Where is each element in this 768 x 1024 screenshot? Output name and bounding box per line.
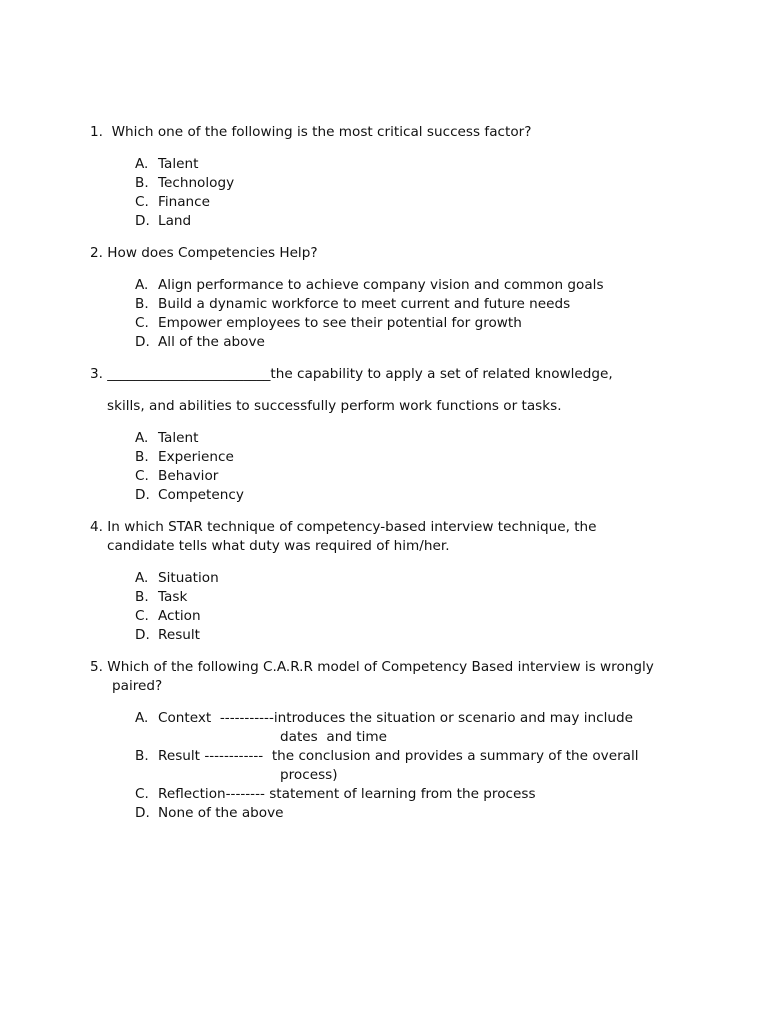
question-2-option-a: A. Align performance to achieve company vision and common goals — [135, 277, 604, 293]
question-1-option-c: C. Finance — [135, 194, 211, 210]
question-3-text: 3. ________________________the capability to apply a set of related knowledge, — [90, 366, 613, 382]
question-3-text-continued: skills, and abilities to successfully perform work functions or tasks. — [107, 398, 562, 414]
question-2-option-d: D. All of the above — [135, 334, 265, 350]
question-5-option-d: D. None of the above — [135, 805, 284, 821]
question-2-option-b: B. Build a dynamic workforce to meet current and future needs — [135, 296, 571, 312]
question-4-text-continued: candidate tells what duty was required of him/her. — [107, 538, 450, 554]
question-4-option-a: A. Situation — [135, 570, 219, 586]
question-1-text: 1. Which one of the following is the most critical success factor? — [90, 124, 532, 140]
question-5-option-a: A. Context -----------introduces the situation or scenario and may include — [135, 710, 633, 726]
question-4-option-c: C. Action — [135, 608, 201, 624]
question-2-option-c: C. Empower employees to see their potential for growth — [135, 315, 522, 331]
question-4-option-d: D. Result — [135, 627, 201, 643]
question-5-option-a-continued: dates and time — [280, 729, 387, 745]
question-5-option-b: B. Result ------------ the conclusion and provides a summary of the overall — [135, 748, 639, 764]
question-5-option-b-continued: process) — [280, 767, 338, 783]
question-1-option-a: A. Talent — [135, 156, 199, 172]
question-2-text: 2. How does Competencies Help? — [90, 245, 318, 261]
question-4-text: 4. In which STAR technique of competency-based interview technique, the — [90, 519, 597, 535]
question-3-option-d: D. Competency — [135, 487, 244, 503]
question-5-text-continued: paired? — [112, 678, 163, 694]
question-5-text: 5. Which of the following C.A.R.R model of Competency Based interview is wrongly — [90, 659, 654, 675]
question-5-option-c: C. Reflection-------- statement of learning from the process — [135, 786, 536, 802]
question-4-option-b: B. Task — [135, 589, 188, 605]
question-3-option-c: C. Behavior — [135, 468, 219, 484]
question-1-option-d: D. Land — [135, 213, 192, 229]
question-3-option-a: A. Talent — [135, 430, 199, 446]
question-1-option-b: B. Technology — [135, 175, 235, 191]
question-3-option-b: B. Experience — [135, 449, 234, 465]
